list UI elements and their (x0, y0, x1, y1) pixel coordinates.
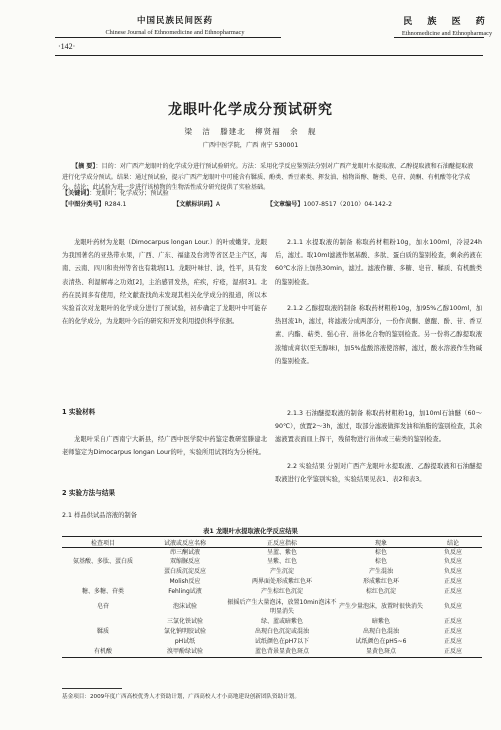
doc-code: 【文献标识码】A (173, 201, 221, 208)
table-cell: 暗紫色 (371, 618, 390, 626)
table-cell: 茚三酮试液 (169, 548, 200, 556)
journal-name-en: Chinese Journal of Ethnomedicine and Ethnopharmacy (105, 29, 245, 36)
table-cell: 泡沫试验 (172, 603, 197, 611)
section-name-en: Ethnomedicine and Ethnopharmacy (401, 30, 493, 37)
table-cell: 出现白色混浊 (362, 628, 399, 636)
keywords-text: ：龙眼叶；化学成分；预试验 (89, 190, 169, 197)
paragraph-2-2: 2.2 实验结果 分别对广西产龙眼叶水提取液、乙醇提取液和石油醚提取液进行化学鉴别实验，实验结果见表1、表2和表3。 (275, 463, 482, 484)
keywords-label: 【关键词】 (62, 190, 90, 197)
abstract-text: ：目的：对广西产龙眼叶的化学成分进行预试验研究。方法：采用化学反应鉴别法分别对广西产龙眼叶水提取液、乙醇提取液和石油醚提取液进行化学成分预试。结果：通过预试验，提示广西产龙眼叶中可能含有鞣质、酚类、香豆素类、挥发油、植物甾醇、糖类、皂苷、黄酮、有机酸等化学成分。结论：此试验为进一步进行该植物的生物活性成分研究提供了实验基础。 (62, 163, 474, 191)
paragraph-2-1-3: 2.1.3 石油醚提取液的制备 称取药材粗粉1g，加10ml石油醚（60～90℃），放置2～3h，滤过，取部分滤液做挥发油和油脂的鉴别检查，其余滤液置表面皿上挥干，残留物进行甾体或三萜类的鉴别检查。 (275, 410, 482, 444)
table-cell: pH试纸 (174, 638, 196, 646)
footnote-rule (62, 688, 122, 689)
table-cell: 溴甲酚绿试验 (144, 648, 226, 658)
journal-name-cn: 中国民族民间医药 (136, 16, 213, 26)
article-title: 龙眼叶化学成分预试研究 (168, 102, 333, 118)
table-cell: 双缩脲反应 (169, 558, 200, 566)
table-cell: 皂苷 (96, 603, 109, 611)
table-cell: 形成紫红色环 (362, 578, 399, 586)
keywords (62, 188, 169, 197)
table-header-row (62, 537, 482, 548)
paragraph-2-1-2: 2.1.2 乙醇提取液的制备 称取药材粗粉10g，加95%乙醇100ml，加热回流1h，滤过，将滤液分成两部分，一份作黄酮、蒽醌、酚、苷、香豆素、内酯、萜类、强心苷、甾体化合物的鉴别检查。另一份将乙醇提取液浓缩成膏状(至无醇味)，加5%盐酸溶液使溶解，滤过，酸水溶液作生物碱的鉴别检查。 (275, 305, 482, 365)
table-cell: 棕色 (374, 548, 387, 556)
article-authors: 梁 洁 滕建北 柳贤福 余 舰 (184, 127, 317, 136)
table-cell: 正反应 (424, 648, 482, 658)
table-cell: 试纸颜色在pH7以下 (254, 638, 310, 646)
table-cell: 两界面处形成紫红色环 (251, 578, 312, 586)
table-cell (62, 578, 144, 588)
header-rule-left (55, 37, 281, 38)
table-row (62, 558, 482, 568)
table-cell: 产生混浊 (368, 568, 393, 576)
table-cell: 正反应 (443, 618, 462, 626)
table-cell: 负反应 (443, 603, 462, 611)
table-cell: 绿、蓝或暗紫色 (260, 618, 303, 626)
table-header-cell: 检查项目 (62, 537, 144, 548)
table-cell: 负反应 (443, 568, 462, 576)
table-cell: 负反应 (443, 548, 462, 556)
table-cell: 氯化钠明胶试验 (163, 628, 206, 636)
article-number: 【文章编号】1007-8517（2010）04-142-2 (266, 201, 392, 208)
table-header-cell: 正反应指标 (226, 537, 338, 548)
table-cell: 显黄色斑点 (338, 648, 424, 658)
table-row (62, 588, 482, 598)
table-cell: 蓝色背景显黄色斑点 (226, 648, 338, 658)
table-cell: 正反应 (443, 578, 462, 586)
paragraph-2-1-1: 2.1.1 水提取液的制备 称取药材粗粉10g，加水100ml，冷浸24h后，滤过。取10ml滤液作氨基酸、多肽、蛋白质的鉴别检查，剩余药液在60℃水浴上加热30min，滤过。滤液作糖、多糖、皂苷、鞣质、有机酸类的鉴别检查。 (275, 239, 482, 286)
abstract-label: 【摘 要】 (72, 163, 96, 170)
table-cell: 负反应 (443, 558, 462, 566)
section-1-text: 龙眼叶采自广西南宁大新县，经广西中医学院中药鉴定教研室滕建北老师鉴定为Dimocarpus longan Lour的叶，实验所用试剂均为分析纯。 (62, 436, 267, 457)
table-cell: 糖、多糖、苷类 (81, 588, 124, 596)
table-cell: 正反应 (443, 588, 462, 596)
class-number: 【中图分类号】R284.1 (62, 201, 127, 208)
classification-line (62, 199, 392, 208)
table-cell: 试纸颜色在pH5~6 (355, 638, 407, 646)
table-row (62, 578, 482, 588)
page-number: ·142· (58, 42, 76, 51)
footnote: 基金项目：2009年度广西高校优秀人才资助计划，广西高校人才小高地建设创新团队资助计划。 (62, 694, 300, 700)
table-cell (62, 638, 144, 648)
table-cell: 产生沉淀 (269, 568, 294, 576)
table-cell: Fehling试液 (168, 588, 202, 596)
table-row (62, 638, 482, 648)
table-cell: 棕色 (374, 558, 387, 566)
table-cell: 鞣质 (96, 628, 109, 636)
header-rule-bottom (55, 55, 483, 56)
table-row (62, 648, 482, 658)
table-row (62, 568, 482, 578)
intro-paragraph: 龙眼叶药材为龙眼（Dimocarpus longan Lour.）的叶或嫩芽。龙眼为我国著名的亚热带水果，广西、广东、福建及台湾等省区是主产区，海南、云南、四川和贵州等省也有栽培[1]。龙眼叶味甘、淡，性平，具有发表清热、利湿解毒之功效[2]，主治感冒发热，疟疾，疔疮，湿疹[3]。北药在民间多有使用，经文献查找尚未发现其相关化学成分的报道，所以本实验首次对龙眼叶的化学成分进行了预试验，初步确定了龙眼叶中可能存在的化学成分，为龙眼叶今后的研究和开发利用提供科学依据。 (62, 239, 267, 326)
table-cell: 氨基酸、多肽、蛋白质 (72, 558, 133, 566)
table-header-cell: 现象 (338, 537, 424, 548)
table-header-cell: 试液或反应名称 (144, 537, 226, 548)
section-2-1-title: 2.1 样品供试品溶液的制备 (62, 512, 137, 519)
table-cell: 呈紫、红色 (266, 558, 297, 566)
table-cell: Molish反应 (169, 578, 201, 586)
section-1-title: 1 实验材料 (62, 408, 96, 416)
section-name-cn: 民 族 医 药 (403, 17, 491, 27)
table-cell: 正反应 (443, 628, 462, 636)
table-cell: 三氯化铁试验 (166, 618, 203, 626)
table-row (62, 548, 482, 558)
table-cell: 有机酸 (62, 648, 144, 658)
header-rule-right (394, 37, 484, 38)
section-2-title: 2 实验方法与结果 (62, 489, 116, 497)
table-cell: 正反应 (443, 638, 462, 646)
table-cell: 产生少量泡沫，放置时很快消失 (339, 603, 424, 611)
table-cell (62, 548, 144, 558)
table-cell: 棕红色沉淀 (365, 588, 396, 596)
table-header-cell: 结论 (424, 537, 482, 548)
article-affiliation: 广西中医学院，广西 南宁 530001 (202, 142, 299, 149)
table-cell (62, 618, 144, 628)
table-cell: 呈蓝、紫色 (266, 548, 297, 556)
table-cell: 蛋白质沉淀反应 (163, 568, 206, 576)
table-cell: 振摇后产生大量泡沫，放置10min泡沫不明显消失 (227, 599, 337, 615)
table-row (62, 628, 482, 638)
table-caption: 表1 龙眼叶水提取液化学反应结果 (203, 528, 298, 535)
table-cell: 出现白色沉淀或混浊 (254, 628, 309, 636)
journal-header-right (392, 14, 501, 37)
results-table (62, 536, 482, 658)
table-row (62, 598, 482, 618)
table-row (62, 618, 482, 628)
table-cell: 产生棕红色沉淀 (260, 588, 303, 596)
journal-header-left (60, 14, 290, 36)
table-cell (62, 568, 144, 578)
